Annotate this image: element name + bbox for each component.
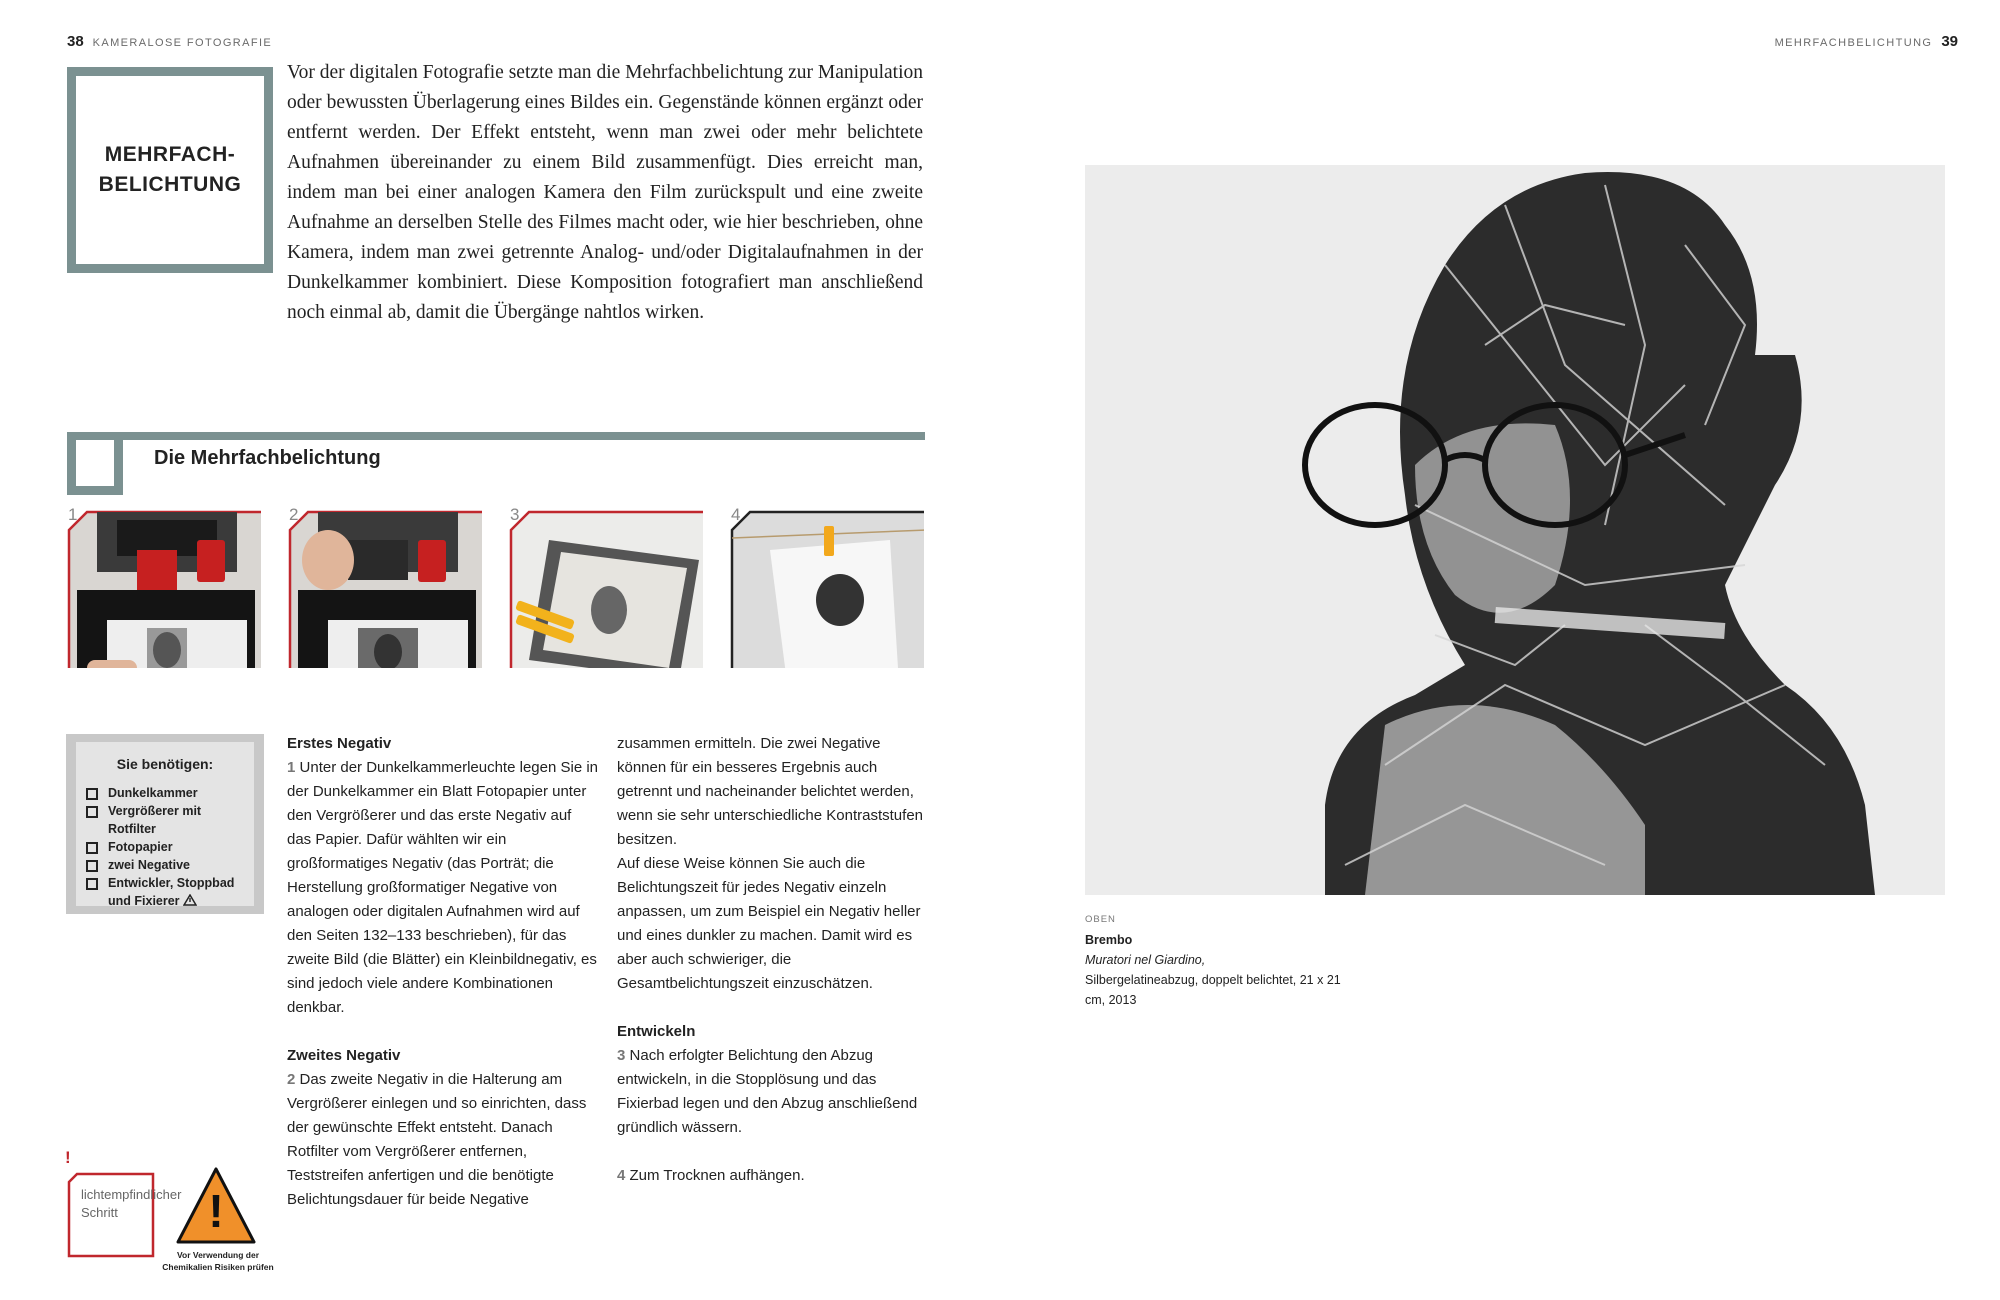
checkbox-icon (86, 878, 98, 890)
right-page-number: 39 (1941, 33, 1958, 50)
chapter-title (99, 140, 242, 200)
instructions-column-2 (617, 732, 927, 1188)
materials-box (66, 734, 264, 914)
materials-item: Entwickler, Stoppbad und Fixierer (86, 874, 252, 910)
caption-work-title: Muratori nel Giardino, (1085, 953, 1206, 967)
step-number-1: 1 (68, 505, 78, 524)
step-4-text: 4 Zum Trocknen aufhängen. (617, 1167, 805, 1184)
chapter-title-line1: MEHRFACH- (104, 143, 236, 166)
checkbox-icon (86, 806, 98, 818)
step-photo-2 (288, 510, 482, 668)
intro-text: Vor der digitalen Fotografie setzte man die Mehrfachbelichtung zur Manipulation oder bewussten Überlagerung eines Bildes ein. Gegenstände können ergänzt oder entfernt werden. Der Effekt entsteht, wenn man zwei oder mehr belichtete Aufnahmen übereinander zu einem Bild zusammenfügt. Dies erreicht man, indem man bei einer analogen Kamera den Film zurückspult und eine zweite Aufnahme an derselben Stelle des Filmes macht oder, wie hier beschrieben, ohne Kamera, indem man zwei getrennte Analog- und/oder Digitalaufnahmen in der Dunkelkammer kombiniert. Diese Komposition fotografiert man anschließend noch einmal ab, damit die Übergänge nahtlos wirken. (287, 62, 923, 323)
caption-artist: Brembo (1085, 933, 1133, 947)
photo-caption (1085, 910, 1345, 1010)
materials-item: Dunkelkammer (86, 784, 252, 802)
materials-list (86, 784, 252, 910)
hazard-symbol: ! (208, 1185, 224, 1237)
caption-label: OBEN (1085, 914, 1116, 925)
step-2-text: 2 Das zweite Negativ in die Halterung am Vergrößerer einlegen und so einrichten, dass der gewünschte Effekt entsteht. Danach Rotfilter vom Vergrößerer entfernen, Teststreifen anfertigen und die benötigte Belichtungsdauer für beide Negative (287, 1071, 587, 1208)
step-1-text: 1 Unter der Dunkelkammerleuchte legen Sie in der Dunkelkammer ein Blatt Fotopapier unter den Vergrößerer und das erste Negativ auf das Papier. Dafür wählten wir ein großformatiges Negativ (das Porträt; die Herstellung großformatiger Negative von analogen oder digitalen Aufnahmen wird auf den Seiten 132–133 beschrieben), für das zweite Bild (die Blätter) ein Kleinbildnegativ, es sind jedoch viele andere Kombinationen denkbar. (287, 759, 598, 1016)
materials-title: Sie benötigen: (116, 756, 214, 772)
step-photo-3 (509, 510, 703, 668)
exclamation-icon: ! (65, 1148, 71, 1167)
hazard-sign (175, 1166, 257, 1251)
light-sensitive-text: lichtempfindlicher Schritt (81, 1187, 182, 1220)
heading-first-negative: Erstes Negativ (287, 735, 392, 752)
heading-second-negative: Zweites Negativ (287, 1047, 401, 1064)
checkbox-icon (86, 860, 98, 872)
materials-item: Fotopapier (86, 838, 252, 856)
step-number-2: 2 (289, 505, 299, 524)
hazard-caption: Vor Verwendung der Chemikalien Risiken prüfen (162, 1250, 274, 1272)
warning-triangle-icon (183, 894, 197, 906)
checkbox-icon (86, 842, 98, 854)
materials-item: Vergrößerer mit Rotfilter (86, 802, 252, 838)
exposure-note: Auf diese Weise können Sie auch die Belichtungszeit für jedes Negativ einzeln anpassen, um zum Beispiel ein Negativ heller und eines dunkler zu machen. Damit wird es aber auch schwieriger, die Gesamtbelichtungszeit einzuschätzen. (617, 855, 921, 992)
chapter-title-box (67, 67, 273, 273)
light-sensitive-box (65, 1148, 182, 1256)
left-page-folio (67, 33, 272, 50)
checkbox-icon (86, 788, 98, 800)
materials-item: zwei Negative (86, 856, 252, 874)
section-square (67, 432, 123, 495)
caption-details: Silbergelatineabzug, doppelt belichtet, 21 x 21 cm, 2013 (1085, 973, 1341, 1007)
right-running-title: MEHRFACHBELICHTUNG (1774, 37, 1933, 49)
instructions-column-1 (287, 732, 599, 1212)
step-number-4: 4 (731, 505, 741, 524)
chapter-title-line2: BELICHTUNG (98, 173, 242, 196)
step-2-continued: zusammen ermitteln. Die zwei Negative können für ein besseres Ergebnis auch getrennt und nacheinander belichtet werden, wenn sie sehr unterschiedliche Kontraststufen besitzen. (617, 735, 924, 848)
right-page-folio (1775, 33, 1958, 50)
double-exposure-photo (1085, 165, 1945, 895)
step-photo-4 (730, 510, 924, 668)
step-3-text: 3 Nach erfolgter Belichtung den Abzug entwickeln, in die Stopplösung und das Fixierbad legen und den Abzug anschließend gründlich wässern. (617, 1047, 918, 1136)
section-title: Die Mehrfachbelichtung (154, 447, 381, 469)
step-number-3: 3 (510, 505, 520, 524)
left-running-title: KAMERALOSE FOTOGRAFIE (92, 37, 273, 49)
left-page-number: 38 (67, 33, 84, 50)
heading-develop: Entwickeln (617, 1023, 696, 1040)
step-photo-1 (67, 510, 261, 668)
section-rule (67, 432, 925, 440)
